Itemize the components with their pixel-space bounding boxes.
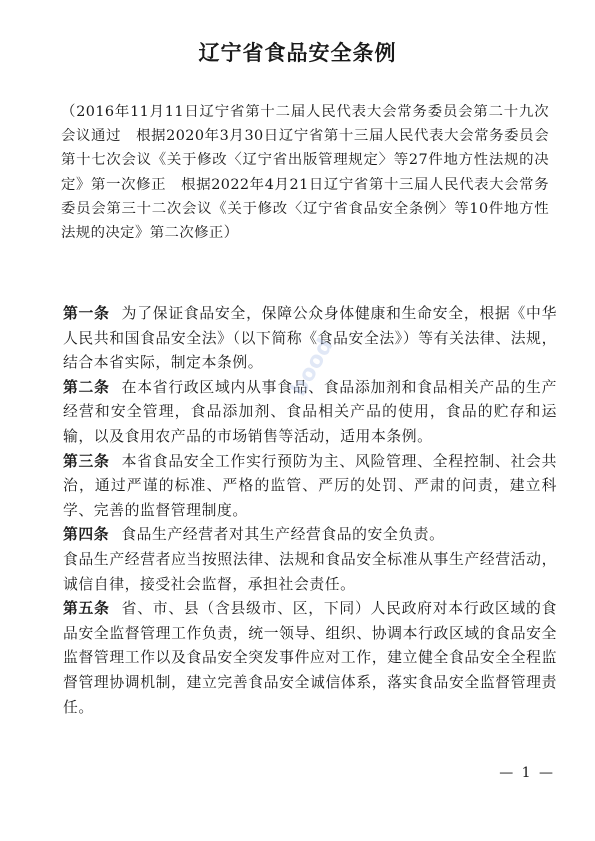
articles-body [63,302,557,720]
article-paragraph [63,376,557,450]
article-text: 本省食品安全工作实行预防为主、风险管理、全程控制、社会共治，通过严谨的标准、严格的监管、严厉的处罚、严肃的问责，建立科学、完善的监督管理制度。 [63,452,557,519]
article-text: 在本省行政区域内从事食品、食品添加剂和食品相关产品的生产经营和安全管理，食品添加剂、食品相关产品的使用，食品的贮存和运输，以及食用农产品的市场销售等活动，适用本条例。 [63,378,557,445]
article-paragraph [63,597,557,720]
article-paragraph [63,523,557,548]
article-paragraph [63,450,557,524]
article-label: 第三条 [63,452,110,470]
article-label: 第五条 [63,600,110,618]
article-label: 第二条 [63,378,110,396]
article-paragraph [63,302,557,376]
document-title: 辽宁省食品安全条例 [198,41,397,65]
article-text: 省、市、县（含县级市、区，下同）人民政府对本行政区域的食品安全监督管理工作负责，统一领导、组织、协调本行政区域的食品安全监督管理工作以及食品安全突发事件应对工作，建立健全食品安全全程监督管理协调机制，建立完善食品安全诚信体系，落实食品安全监督管理责任。 [63,600,557,716]
article-continuation: 食品生产经营者应当按照法律、法规和食品安全标准从事生产经营活动，诚信自律，接受社会监督，承担社会责任。 [63,550,557,593]
article-label: 第一条 [63,305,110,322]
article-label: 第四条 [63,526,110,544]
article-text: 食品生产经营者对其生产经营食品的安全负责。 [121,526,445,544]
article-text: 为了保证食品安全，保障公众身体健康和生命安全，根据《中华人民共和国食品安全法》（以下简称《食品安全法》）等有关法律、法规，结合本省实际，制定本条例。 [63,305,557,372]
page-number: — 1 — [499,765,555,781]
watermark: bood [286,334,339,401]
document-preamble: （2016年11月11日辽宁省第十二届人民代表大会常务委员会第二十九次会议通过 根据2020年3月30日辽宁省第十三届人民代表大会常务委员会第十七次会议《关于修改〈辽宁省出版管理规定〉等27件地方性法规的决定》第一次修正 根据2022年4月21日辽宁省第十三届人民代表大会常务委员会第三十二次会议《关于修改〈辽宁省食品安全条例〉等10件地方性法规的决定》第二次修正） [61,104,549,242]
